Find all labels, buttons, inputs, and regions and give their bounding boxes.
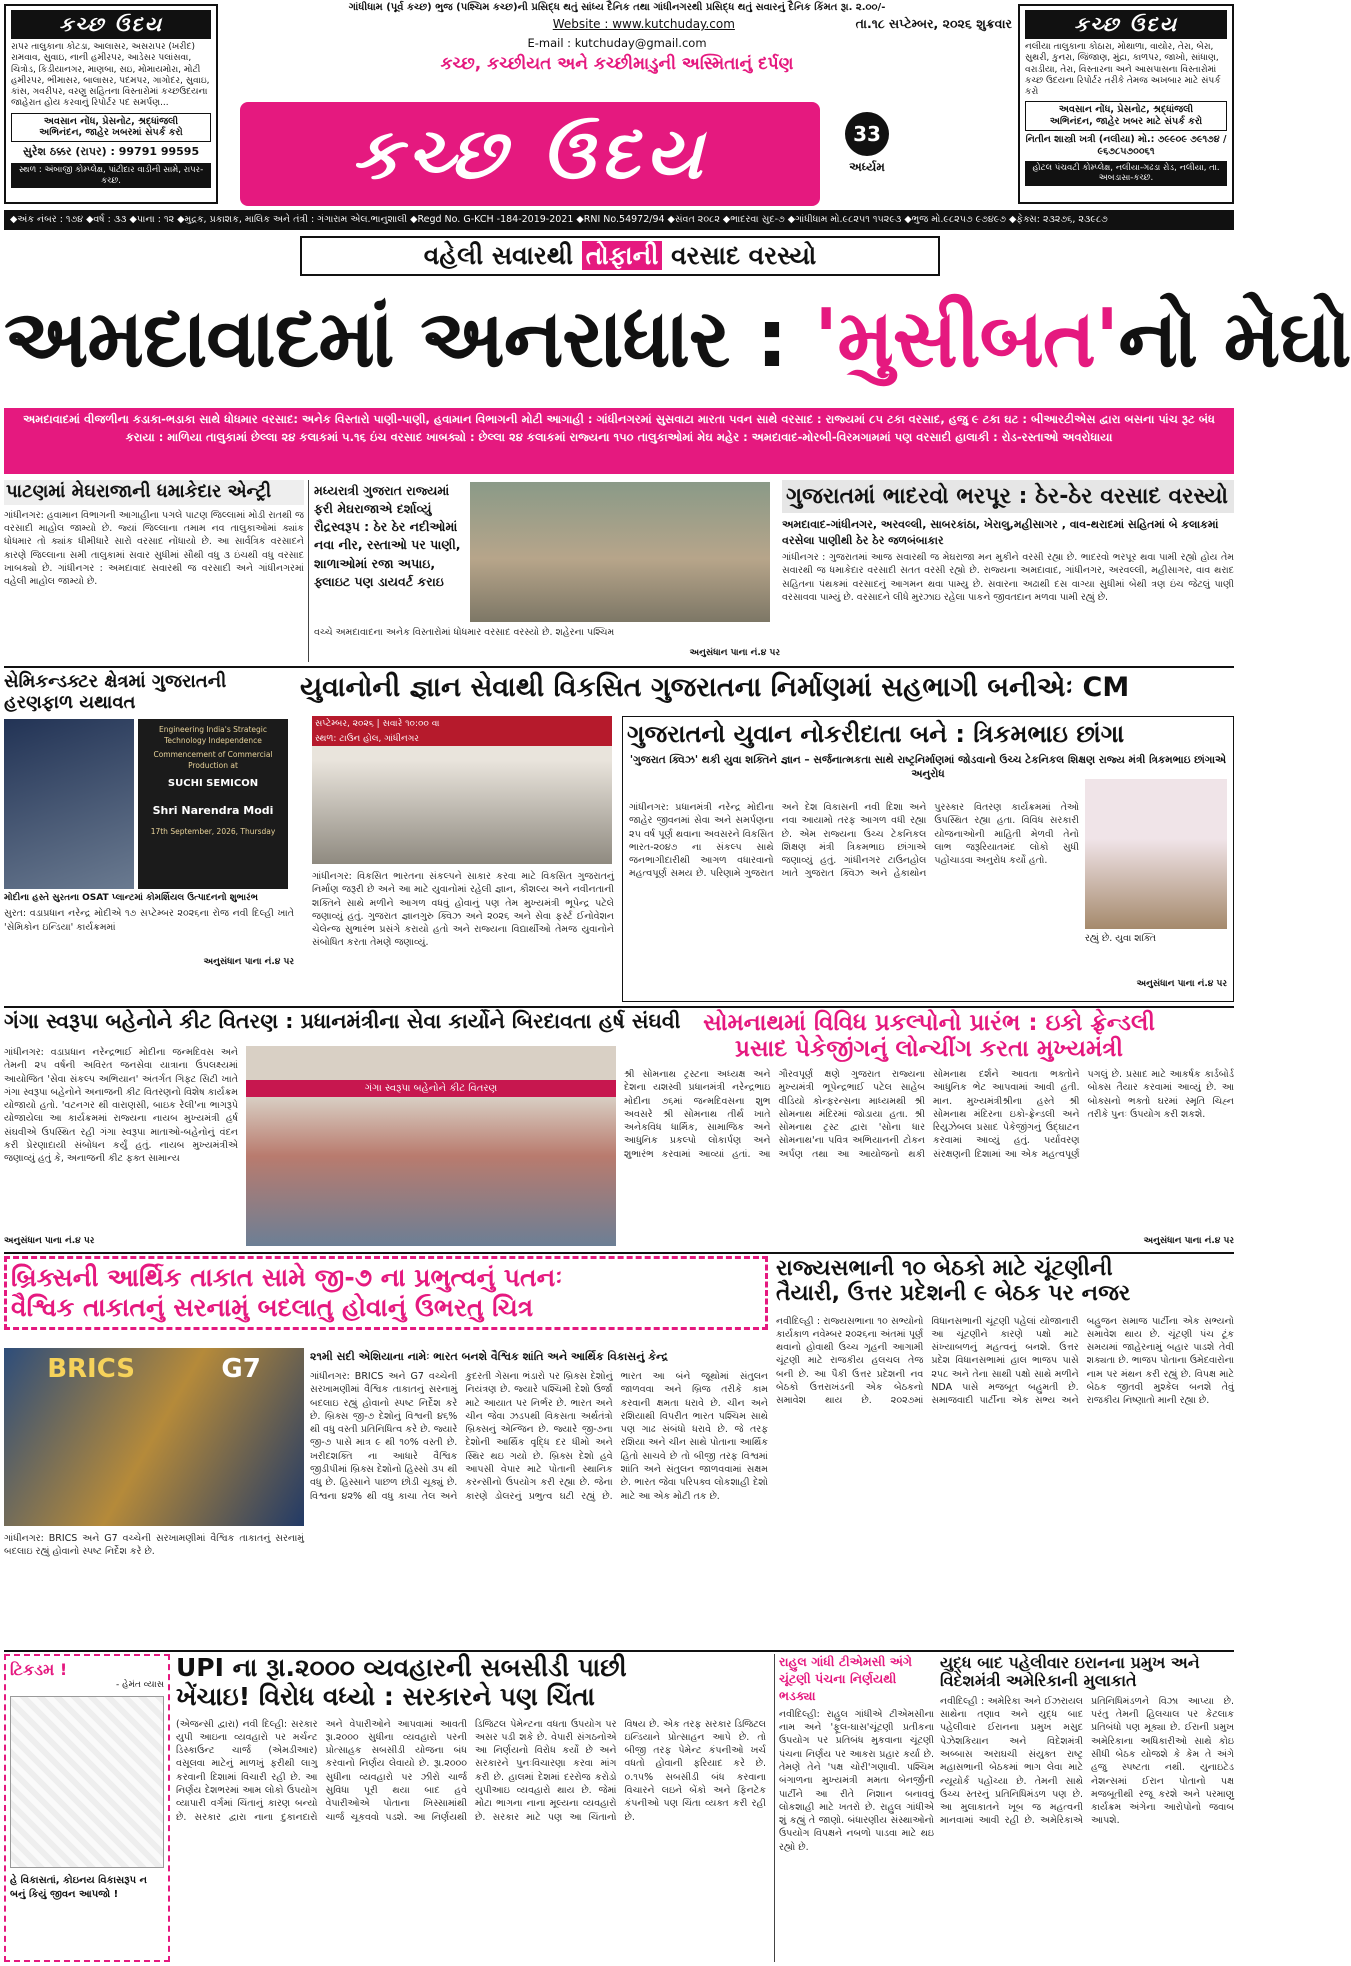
cm-body: ગાંધીનગર: વિકસિત ભારતના સંકલ્પને સાકાર કરવા માટે વિકસિત ગુજરાતનું નિર્માણ જરૂરી છે અને આ માટે યુવાનોમાં રહેલી જ્ઞાન, કૌશલ્ય અને નવીનતાની શક્તિને સાથે મળીને આગળ વધવું હોવાનું પણ તેમ મુખ્યમંત્રી ભૂપેન્દ્ર પટેલે જણાવ્યું હતું. ગુજરાત જ્ઞાનગુરુ ક્વિઝ અને ૨૦૨૬ અને સેવા ફર્સ્ટ ઈનોવેશન ચેલેન્જ સુભારંભ પ્રસંગે કરાયો હતો અને રાજ્યના વિદ્યાર્થીઓ તેમજ યુવાનોને સંબોધિત કરતા તેમણે જણાવ્યું. — [312, 871, 614, 949]
brics-image — [4, 1348, 304, 1526]
trikam-photo — [1085, 779, 1227, 929]
right-box-highlight-2: અભિનંદન, જાહેર ખબર માટે સંપર્ક કરો — [1049, 116, 1203, 128]
tagline: કચ્છ, કચ્છીયત અને કચ્છીમાડુની અસ્મિતાનું દર્પણ — [440, 54, 794, 74]
cm-banner-2: સ્થળ: ટાઉન હોલ, ગાંધીનગર — [312, 732, 612, 746]
email[interactable]: E-mail : kutchuday@gmail.com — [527, 36, 707, 50]
ganga-story — [4, 1009, 681, 1250]
iran-body: નવીદિલ્હી : અમેરિકા અને ઈઝરાયલ સાથેના તણાવ અને યુદ્ધ બાદ પહેલીવાર ઈરાનના પ્રમુખ મસુદ પેઝેશકિયાન અને વિદેશમંત્રી અબ્બાસ અરાઘચી સંયુક્ત રાષ્ટ્ર મહાસભાની બેઠકમાં ભાગ લેવા માટે ન્યૂયોર્ક પહોંચ્યા છે. તેમની સાથે ઉચ્ચ સ્તરનું પ્રતિનિધિમંડળ પણ છે. આ મુલાકાતને ખૂબ જ મહત્વની માનવામાં આવી રહી છે. અમેરિકાએ પ્રતિનિધિમંડળને વિઝા આપ્યા છે. પરંતુ તેમની હિલચાલ પર કેટલાક પ્રતિબંધો પણ મૂક્યા છે. ઈરાની પ્રમુખ અમેરિકાના અધિકારીઓ સાથે કોઇ સીધી બેઠક યોજશે કે કેમ તે અંગે હજુ સ્પષ્ટતા નથી. યુનાઇટેડ નેશન્સમાં ઈરાન પોતાનો પક્ષ મજબૂતીથી રજૂ કરશે અને પરમાણુ કાર્યક્રમ અંગેના આરોપોનો જવાબ આપશે. — [940, 1695, 1234, 1827]
cm-photo — [312, 716, 612, 864]
main-logo-text: કચ્છ ઉદય — [351, 113, 709, 195]
masthead-center — [222, 2, 1012, 206]
left-box-logo: કચ્છ ઉદય — [11, 10, 211, 39]
lead-headline — [4, 280, 1351, 400]
brics-body-left: ગાંધીનગર: BRICS અને G7 વચ્ચેની સરખામણીમાં વૈશ્વિક તાકાતનું સરનામું બદલાઇ રહ્યું હોવાનો સ્પષ્ટ નિર્દેશ કરે છે. — [4, 1533, 304, 1558]
bhadarvo-body: ગાંધીનગર : ગુજરાતમાં આજ સવારથી જ મેઘરાજા મન મુકીને વરસી રહ્યા છે. ભાદરવો ભરપૂર થવા પામી રહ્યો હોય તેમ સવારથી જ ધમાકેદાર વરસાદી સતત વરસી રહ્યો છે. રાજ્યના અમદાવાદ, ગાંધીનગર, અરવલ્લી, મહીસાગર, વાવ થરાદ સહિતના પંથકમાં વરસાદનું આગમન થવા પામ્યુ છે. સવારના અઢાથી દસ વાગ્યા સુધીમાં બેથી ત્રણ ઇંચ જેટલું પાણી વરસાવવા પામ્યું છે. વરસાદને લીધે મુરઝાઇ રહેલા પાકને જીવતદાન મળવા પામી રહ્યું છે. — [782, 552, 1234, 603]
patan-body: ગાંધીનગર: હવામાન વિભાગની આગાહીના પગલે પાટણ જિલ્લામાં મોડી રાતથી જ વરસાદી માહોલ જામ્યો છે. જ્યાં જિલ્લાના તમામ નવ તાલુકાઓમાં ક્યાંક ધોધમાર તો ક્યાંક ધીમીધારે સારો વરસાદ નોંધાયો છે. આ સાર્વત્રિક વરસાદને કારણે જિલ્લાના સમી તાલુકામાં સવાર સુધીમાં સૌથી વધુ ૩ ઇંચથી વધુ વરસાદ ખાબક્યો છે. ગાંધીનગર : અમદાવાદ સવારથી જ વરસાદી અને ગાંધીનગરમાં વહેલી માહોલ જામ્યો છે. — [4, 509, 304, 588]
rain-continued: અનુસંધાન પાના નં.૪ પર — [689, 648, 780, 658]
bhadarvo-deck: અમદાવાદ-ગાંધીનગર, અરવલ્લી, સાબરકાંઠા, ખેરાલુ,મહીસાગર , વાવ-થરાદમાં સહિતમાં બે કલાકમાં વરસેલા પાણીથી ઠેર ઠેર જળબંબાકાર — [782, 518, 1219, 547]
semicon-body: સુરત: વડાપ્રધાન નરેન્દ્ર મોદીએ ૧૭ સપ્ટેમ્બર ૨૦૨૬ના રોજ નવી દિલ્હી ખાતે 'સેમિકોન ઇન્ડિયા' કાર્યક્રમમાં — [4, 908, 294, 933]
bhadarvo-story — [782, 480, 1234, 662]
rain-caption: વચ્ચે અમદાવાદના અનેક વિસ્તારોમાં ધોધમાર વરસાદ વરસ્યો છે. શહેરના પશ્ચિમ — [314, 627, 615, 638]
divider — [4, 1650, 1234, 1652]
tikdam-title: ટિકડમ ! — [10, 1660, 68, 1679]
rahul-title: રાહુલ ગાંધી ટીએમસી અંગે ચૂંટણી પંચના નિર્ણયથી — [779, 1654, 913, 1686]
rain-side-text: મધ્યરાત્રી ગુજરાત રાજ્યમાં ફરી મેઘરાજાએ દર્શાવ્યું રૌદ્રસ્વરૂપ : ઠેર ઠેર નદીઓમાં નવા નીર, રસ્તાઓ પર પાણી, શાળાઓમાં રજા અપાઇ, ફ્લાઇટ પણ ડાયવર્ટ કરાઇ — [314, 483, 461, 589]
semicon-story — [4, 672, 294, 1002]
brics-title-1: બ્રિક્સની આર્થિક તાકાત સામે જી-૭ ના પ્રભુત્વનું પતનઃ — [11, 1263, 563, 1292]
slide-line-5: 17th September, 2026, Thursday — [150, 826, 276, 836]
left-box-highlight — [11, 113, 211, 143]
trikam-caption: રહ્યું છે. યુવા શક્તિ — [1085, 933, 1157, 944]
cartoon-drawing — [10, 1696, 164, 1868]
ganga-photo — [246, 1046, 616, 1246]
rajya-title-2: તૈયારી, ઉત્તર પ્રદેશની ૯ બેઠક પર નજર — [776, 1281, 1131, 1307]
tikdam-author: - હેમંત વ્યાસ — [115, 1680, 164, 1690]
website-link[interactable]: Website : www.kutchuday.com — [552, 17, 735, 31]
slide-line-2: Commencement of Commercial Production at — [153, 750, 273, 770]
ganga-body: ગાંધીનગર: વડાપ્રધાન નરેન્દ્રભાઈ મોદીના જન્મદિવસ અને તેમની ૨૫ વર્ષની અવિરત જનસેવા યાત્રાના ઉપલક્ષ્યમાં આયોજિત 'સેવા સંકલ્પ અભિયાન' અંતર્ગત ગિફ્ટ સિટી ખાતે ગંગા સ્વરૂપા બહેનોને અનાજની કીટ વિતરણનો વિશેષ કાર્યક્રમ યોજાયો હતો. 'વટનગર થી વારાણસી, બાઇક રેલી'ના ભાગરૂપે યોજાયેલા આ કાર્યક્રમમાં રાજ્યના નાયબ મુખ્યમંત્રી હર્ષ સંઘવીએ ઉપસ્થિત રહી ગંગા સ્વરૂપા માતાઓ-બહેનોનું વંદન કરી પ્રેરણાદાયી સંબોધન કર્યું હતું. નાયબ મુખ્યમંત્રીએ જણાવ્યું હતું કે, અનાજની કીટ ફક્ત સામાન્ય — [4, 1047, 238, 1165]
brics-body: ગાંધીનગર: BRICS અને G7 વચ્ચેની સરખામણીમાં વૈશ્વિક તાકાતનું સરનામું બદલાઇ રહ્યું હોવાનો સ્પષ્ટ નિર્દેશ કરે છે. બ્રિક્સ જી-૭ દેશોનું વિશ્વની ૪૬% થી વધુ વસ્તી પ્રતિનિધિત્વ કરે છે. જ્યારે જી-૭ પાસે માત્ર ૯ થી ૧૦% વસ્તી છે. ખરીદશક્તિ ના આધારે વૈશ્વિક જીડીપીમાં બ્રિક્સ દેશોનો હિસ્સો ૩૫ થી વધુ છે. હિસ્સાને પાછળ છોડી ચૂક્યું છે. વિશ્વના ૪૨% થી વધુ કાચા તેલ અને કુદરતી ગેસના ભંડારો પર બ્રિક્સ દેશોનું નિયંત્રણ છે. જ્યારે પશ્ચિમી દેશો ઉર્જા માટે આયાત પર નિર્ભર છે. ભારત અને ચીન જેવા ઝડપથી વિકસતા અર્થતંત્રો બ્રિક્સનું એન્જિન છે. જ્યારે જી-૭ના દેશોની આર્થિક વૃદ્ધિ દર ધીમો અને સ્થિર થઇ ગયો છે. બ્રિક્સ દેશો હવે આપસી વેપાર માટે પોતાની સ્થાનિક કરન્સીનો ઉપયોગ કરી રહ્યા છે. જેના કારણે ડોલરનું પ્રભુત્વ ઘટી રહ્યું છે. ભારત આ બંને જૂથોમાં સંતુલન જાળવવા અને બ્રિજ તરીકે કામ કરવાની ક્ષમતા ધરાવે છે. ચીન અને રશિયાથી વિપરીત ભારત પશ્ચિમ સાથે પણ ગાઢ સંબંધો ધરાવે છે. જે તરફ રશિયા અને ચીન સાથે પોતાના આર્થિક હિતો સાચવે છે તો બીજી તરફ વિશ્વમાં શાંતિ અને સંતુલન જાળવવામાં સક્ષમ છે. ભારત જેવા પરિપક્વ લોકશાહી દેશો માટે આ એક મોટી તક છે. — [310, 1371, 768, 1502]
right-box-contact: નિતીન શાસ્ત્રી ખત્રી (નલીયા) મો.: ૭૯૯૦૯ ૭૯૧૭૪ / ૯૬૭૮૫૭૦૦૬૧ — [1025, 134, 1227, 157]
rajya-title-1: રાજ્યસભાની ૧૦ બેઠકો માટે ચૂંટણીની — [776, 1256, 1113, 1281]
divider — [4, 1252, 1234, 1254]
semicon-title: સેમિકન્ડક્ટર ક્ષેત્રમાં ગુજરાતની હરણફાળ યથાવત — [4, 671, 227, 713]
right-box-highlight — [1025, 101, 1227, 131]
divider — [308, 480, 309, 662]
slide-line-4: Shri Narendra Modi — [152, 804, 274, 818]
brics-deck: ૨૧મી સદી એશિયાના નામેઃ ભારત બનશે વૈશ્વિક શાંતિ અને આર્થિક વિકાસનું કેન્દ્ર — [310, 1350, 668, 1363]
main-logo — [240, 102, 820, 206]
slide-line-3: SUCHI SEMICON — [167, 778, 259, 790]
upi-body: (એજન્સી દ્વારા) નવી દિલ્હી: સરકાર યુપી આઇના વ્યવહારો પર મર્ચન્ટ ડિસ્કાઉન્ટ ચાર્જ (એમડીઆર) વસૂલવા માટેનું માળખું ફરીથી લાગુ કરવાની દિશામાં વિચારી રહી છે. આ નિર્ણય દેશભરમાં આમ લોકો ઉપયોગ વ્યાપારી વર્ગમાં ચિંતાનું કારણ બન્યો છે. સરકાર દ્વારા નાના દુકાનદારો અને વેપારીઓને આપવામાં આવતી રૂા.૨૦૦૦ સુધીના વ્યવહારો પરની પ્રોત્સાહક સબસીડી યોજના બંધ કરવાનો નિર્ણય લેવાયો છે. રૂા.૨૦૦૦ સુધીના વ્યવહારો પર ઝીરો ચાર્જ સુવિધા પૂરી થયા બાદ હવે વેપારીઓએ પોતાના ખિસ્સામાંથી ચાર્જ ચૂકવવો પડશે. આ નિર્ણયથી ડિજિટલ પેમેન્ટના વધતા ઉપયોગ પર અસર પડી શકે છે. વેપારી સંગઠનોએ આ નિર્ણયનો વિરોધ કર્યો છે અને સરકારને પુનઃવિચારણા કરવા માંગ કરી છે. હાલમાં દેશમાં દરરોજ કરોડો યુપીઆઇ વ્યવહારો થાય છે. જેમાં મોટા ભાગના નાના મૂલ્યના વ્યવહારો છે. સરકાર માટે પણ આ ચિંતાનો વિષય છે. એક તરફ સરકાર ડિજિટલ ઇન્ડિયાને પ્રોત્સાહન આપે છે. તો બીજી તરફ પેમેન્ટ કંપનીઓ ખર્ચ વધતો હોવાની ફરિયાદ કરે છે. ૦.૧૫% સબસીડી બંધ કરવાના વિચારને લઇને બેંકો અને ફિનટેક કંપનીઓ પણ ચિંતા વ્યક્ત કરી રહી છે. — [176, 1718, 766, 1823]
right-box-address: હોટલ પંચવટી કોમ્પ્લેક્ષ, નલીયા-ગઢડા રોડ, નલીયા, તા. અબડાસા-કચ્છ. — [1025, 161, 1227, 186]
year-badge-number: 33 — [845, 112, 889, 156]
somnath-body: શ્રી સોમનાથ ટ્રસ્ટના અધ્યક્ષ અને દેશના યશસ્વી પ્રધાનમંત્રી નરેન્દ્રભાઇ મોદીના ૭૬માં જન્મદિવસના શુભ અવસરે શ્રી સોમનાથ તીર્થ ખાતે અનેકવિધ ધાર્મિક, સામાજિક અને આધુનિક પ્રકલ્પો લોકાર્પણ અને શુભારંભ કરવામાં આવ્યાં હતાં. આ ગૌરવપૂર્ણ ક્ષણે ગુજરાત રાજ્યના મુખ્યમંત્રી ભૂપેન્દ્રભાઈ પટેલ સાહેબ વીડિયો કોન્ફરન્સના માધ્યમથી શ્રી સોમનાથ મંદિરમાં જોડાયા હતા. શ્રી સોમનાથ ટ્રસ્ટ દ્વારા 'સોના ધાર સોમનાથ'ના પવિત્ર અભિયાનની ટોકન અર્પણ તથા આ આયોજનો થકી સોમનાથ દર્શને આવતા ભક્તોને આધુનિક ભેટ આપવામાં આવી હતી. માન. મુખ્યમંત્રીશ્રીના હસ્તે શ્રી સોમનાથ મંદિરના ઇકો-ફ્રેન્ડલી અને રિયુઝેબલ પ્રસાદ પેકેજીંગનું ઉદ્ઘાટન કરવામાં આવ્યું હતું. પર્યાવરણ સંરક્ષણની દિશામાં આ એક મહત્વપૂર્ણ પગલું છે. પ્રસાદ માટે આકર્ષક કાર્ડબોર્ડ બોક્સ તૈયાર કરવામાં આવ્યું છે. આ બોક્સનો ભક્તો ઘરમાં સ્મૃતિ ચિહ્ન તરીકે પુનઃ ઉપયોગ કરી શકશે. — [624, 1069, 1234, 1160]
tikdam-cartoon — [4, 1654, 170, 1962]
tikdam-caption: હે વિકાસતાં, કોઇનય વિકાસરૂપ ન બનું કિયું જીવન આપજો ! — [10, 1875, 148, 1900]
ganga-title: ગંગા સ્વરૂપા બહેનોને કીટ વિતરણ : પ્રધાનમંત્રીના સેવા કાર્યોને બિરદાવતા હર્ષ સંઘવી — [4, 1009, 681, 1033]
upi-story — [176, 1654, 766, 1962]
kicker-mid: તોફાની — [582, 241, 663, 270]
trikam-body: ગાંધીનગર: પ્રધાનમંત્રી નરેન્દ્ર મોદીના જાહેર જીવનમાં સેવા અને સમર્પણના ૨૫ વર્ષ પૂર્ણ થવાના અવસરને વિકસિત ભારત-૨૦૪૭ ના સંકલ્પ સાથે જનભાગીદારીથી આગળ વધારવાનો મહત્વપૂર્ણ સમય છે. પરિણામે ગુજરાત અને દેશ વિકાસની નવી દિશા અને નવા આયામો તરફ આગળ વધી રહ્યા છે. એમ રાજ્યના ઉચ્ચ ટેકનિકલ શિક્ષણ મંત્રી ત્રિકમભાઇ છાંગાએ જણાવ્યું હતું. ગાંધીનગર ટાઉનહોલ ખાતે ગુજરાત ક્વિઝ અને હેકાથોન પુરસ્કાર વિતરણ કાર્યક્રમમાં તેઓ ઉપસ્થિત રહ્યા હતા. વિવિધ સરકારી યોજનાઓની માહિતી મેળવી તેનો લાભ જરૂરિયાતમંદ લોકો સુધી પહોંચાડવા અનુરોધ કર્યો હતો. — [629, 802, 1079, 880]
g7-label: G7 — [221, 1354, 261, 1384]
left-box-contact: સુરેશ ઠક્કર (રાપર) : 99791 99595 — [22, 145, 200, 159]
kicker-post: વરસાદ વરસ્યો — [662, 241, 817, 270]
masthead-top-line: ગાંધીધામ (પૂર્વ કચ્છ) ભુજ (પશ્ચિમ કચ્છ)ની પ્રસિદ્ધ થતું સાંધ્ય દૈનિક તથા ગાંધીનગરથી પ્રસિદ્ધ થતું સવારનું દૈનિક કિંમત રૂા. ૨.૦૦/- — [348, 2, 886, 13]
issue-date: તા.૧૮ સપ્ટેમ્બર, ૨૦૨૬ શુક્રવાર — [855, 16, 1012, 31]
rajya-story — [776, 1256, 1234, 1646]
upi-title-2: ખેંચાઇ! વિરોધ વધ્યો : સરકારને પણ ચિંતા — [176, 1681, 595, 1711]
headline-black: અમદાવાદમાં અનરાધાર : — [4, 292, 814, 385]
kicker-pre: વહેલી સવારથી — [423, 241, 582, 270]
right-box-highlight-1: અવસાન નોંધ, પ્રેસનોટ, શ્રદ્ધાંજલી — [1058, 104, 1194, 116]
lead-ticker: અમદાવાદમાં વીજળીના કડાકા-ભડાકા સાથે ધોધમાર વરસાદ: અનેક વિસ્તારો પાણી-પાણી, હવામાન વિભાગની મોટી આગાહી : ગાંધીનગરમાં સુસવાટા મારતા પવન સાથે વરસાદ : રાજ્યમાં ૮૫ ટકા વરસાદ, હજુ ૯ ટકા ઘટ : બીઆરટીએસ દ્વારા બસના પાંચ રૂટ બંધ કરાયા : માળિયા તાલુકામાં છેલ્લા ૨૪ કલાકમાં ૫.૧૬ ઇંચ વરસાદ ખાબક્યો : છેલ્લા ૨૪ કલાકમાં રાજ્યના ૧૫૦ તાલુકાઓમાં મેઘ મહેર : અમદાવાદ-મોરબી-વિરમગામમાં પણ વરસાદી હાલાકી : રોડ-રસ્તાઓ અવરોધાયા — [4, 408, 1234, 474]
right-ad-box — [1018, 4, 1234, 204]
trikam-continued: અનુસંધાન પાના નં.૪ પર — [1136, 979, 1227, 989]
left-box-highlight-2: અભિનંદન, જાહેર ખબરમાં સંપર્ક કરો — [39, 127, 183, 139]
semicon-continued: અનુસંધાન પાના નં.૪ પર — [203, 957, 294, 968]
divider — [4, 666, 1234, 668]
rain-photo — [470, 482, 770, 622]
ganga-continued: અનુસંધાન પાના નં.૪ પર — [4, 1236, 95, 1246]
rajya-body: નવીદિલ્હી : રાજ્યસભાના ૧૦ સભ્યોનો કાર્યકાળ નવેમ્બર ૨૦૨૬ના અંતમાં પૂર્ણ થવાનો હોવાથી ઉચ્ચ ગૃહની આગામી ચૂંટણી માટે રાજકીય હલચલ તેજ બની છે. આ પૈકી ઉત્તર પ્રદેશની નવ બેઠકો ઉત્તરાખંડની એક બેઠકનો સમાવેશ થાય છે. ૨૦૨૭માં વિધાનસભાની ચૂંટણી પહેલાં યોજાનારી આ ચૂંટણીને કારણે પક્ષો માટે સંખ્યાબળનું મહત્વનું બનશે. ઉત્તર પ્રદેશ વિધાનસભામાં હાલ ભાજપ પાસે ૨૫૮ અને તેના સાથી પક્ષો સાથે મળીને NDA પાસે મજબૂત બહુમતી છે. સમાજવાદી પાર્ટીના એક સભ્ય અને બહુજન સમાજ પાર્ટીના એક સભ્યનો સમાવેશ થાય છે. ચૂંટણી પંચ ટૂંક સમયમાં જાહેરનામું બહાર પાડશે તેવી શક્યતા છે. ભાજપ પોતાના ઉમેદવારોના નામ પર મંથન કરી રહ્યું છે. વિપક્ષ માટે બેઠક જીતવી મુશ્કેલ બનશે તેવું રાજકીય નિષ્ણાતો માની રહ્યા છે. — [776, 1315, 1234, 1407]
patan-title: પાટણમાં મેઘરાજાની ધમાકેદાર એન્ટ્રી — [4, 480, 304, 505]
rahul-story — [774, 1654, 934, 1962]
ganga-banner: ગંગા સ્વરૂપા બહેનોને કીટ વિતરણ — [246, 1080, 616, 1097]
cm-banner: સપ્ટેમ્બર, ૨૦૨૬ | સવારે ૧૦:૦૦ વા — [312, 716, 612, 732]
brics-story — [4, 1256, 768, 1646]
headline-pink: 'મુસીબત' — [813, 292, 1119, 385]
iran-title-1: યુદ્ધ બાદ પહેલીવાર ઇરાનના પ્રમુખ અને — [940, 1653, 1200, 1672]
rahul-label: ભડક્યા — [779, 1687, 816, 1703]
cm-title: યુવાનોની જ્ઞાન સેવાથી વિકસિત ગુજરાતના નિર્માણમાં સહભાગી બનીએઃ CM — [300, 672, 1130, 703]
trikam-deck: 'ગુજરાત ક્વિઝ' થકી યુવા શક્તિને જ્ઞાન – સર્જનાત્મકતા સાથે રાષ્ટ્રનિર્માણમાં જોડવાનો ઉચ્ચ ટેકનિકલ શિક્ષણ રાજ્ય મંત્રી ત્રિકમભાઇ છાંગાએ અનુરોધ — [629, 753, 1227, 781]
lead-kicker — [300, 236, 940, 276]
somnath-title-1: સોમનાથમાં વિવિધ પ્રકલ્પોનો પ્રારંભ : ઇકો ફ્રેન્ડલી — [703, 1010, 1155, 1036]
semicon-photo — [4, 719, 134, 889]
slide-line-1: Engineering India's Strategic Technology Independence — [158, 725, 268, 745]
divider — [4, 1006, 1234, 1008]
semicon-slide — [138, 719, 288, 889]
semicon-caption: મોદીના હસ્તે સુરતના OSAT પ્લાન્ટમાં કોમર્શિયલ ઉત્પાદનનો શુભારંભ — [4, 893, 258, 904]
headline-tail: નો મેઘો — [1118, 292, 1351, 385]
cm-story — [300, 672, 1234, 708]
info-bar: ◆અંક નંબર : ૧૭૪ ◆વર્ષ : ૩૩ ◆પાના : ૧૨ ◆મુદ્રક, પ્રકાશક, માલિક અને તંત્રી : ગંગારામ એલ.ભાનુશાલી ◆Regd No. G-KCH -184-2019-2021 ◆RNI No.54972/94 ◆સંવત ૨૦૮૨ ◆ભાદરવા સુદ-૭ ◆ગાંધીધામ મો.૯૮૨૫૧ ૧૫૨૯૩ ◆ભુજ મો.૯૮૨૫૭ ૯૭૪૯૭ ◆ફેક્સ: ૨૩૨૭૬, ૨૩૯૮૭ — [4, 210, 1234, 230]
somnath-continued: અનુસંધાન પાના નં.૪ પર — [1143, 1236, 1234, 1246]
patan-story — [4, 480, 304, 662]
year-badge — [832, 112, 902, 202]
upi-title-1: UPI ના રૂા.૨૦૦૦ વ્યવહારની સબસીડી પાછી — [176, 1653, 627, 1682]
left-box-highlight-1: અવસાન નોંધ, પ્રેસનોટ, શ્રદ્ધાંજલી — [43, 115, 179, 127]
iran-story — [940, 1654, 1234, 1962]
year-badge-text: અર્ધ્યમ — [849, 160, 885, 174]
left-box-address: સ્થળ : અંબાજી કોમ્પ્લેક્ષ, પાંટીદાર વાડીની સામે, રાપર-કચ્છ. — [11, 163, 211, 188]
brics-headline — [4, 1256, 768, 1330]
right-box-text: નલીયા તાલુકાના કોઠારા, મોથાળા, વાયોર, તેરા, બેરા, સુથરી, કુનરા, જિંજાણ, મુંદ્રા, કાળપર, જાખો, સાંધાણ, વરાડીયા, તેરા, વિસ્તારના અને આસપાસના વિસ્તારોમાં કચ્છ ઉદયના રિપોર્ટર તરીકે તેમજ અખબાર માટે સંપર્ક કરો — [1025, 42, 1221, 97]
somnath-title-2: પ્રસાદ પેકેજીંગનું લોન્ચીંગ કરતા મુખ્યમંત્રી — [735, 1036, 1123, 1062]
trikam-story — [622, 716, 1234, 1002]
iran-title-2: વિદેશમંત્રી અમેરિકાની મુલાકાતે — [940, 1671, 1137, 1691]
left-box-text: રાપર તાલુકાના કોટડા, આલાસર, અસરાપર (ખરીદ) રામવાવ, સુવાઇ, નાની હમીરપર, આડેસર પલાંસવા, ચિત્રોડ, કિડીયાનગર, માણબા, સઇ, મોમાયમોરા, મોટી હમીરપર, ભીમાસર, બાલાસર, પદમપર, ગાગોદર, સુવાઇ, કાંસ, ગવરીપર, વરણુ સહિતના વિસ્તારોમાં કચ્છઉદયના જાહેરાત હોય કરવાનું રિપોર્ટર પદ સમર્પણ... — [11, 42, 210, 109]
brics-title-2: વૈશ્વિક તાકાતનું સરનામું બદલાતુ હોવાનું ઉભરતુ ચિત્ર — [11, 1293, 534, 1322]
trikam-title: ગુજરાતનો યુવાન નોકરીદાતા બને : ત્રિકમભાઇ છાંગા — [627, 720, 1125, 748]
brics-label: BRICS — [47, 1354, 135, 1384]
somnath-story — [624, 1010, 1234, 1250]
bhadarvo-title: ગુજરાતમાં ભાદરવો ભરપૂર : ઠેર-ઠેર વરસાદ વરસ્યો — [782, 480, 1234, 513]
rahul-body: નવીદિલ્હી: રાહુલ ગાંધીએ ટીએમસીના નામ અને 'ફૂલ-ઘાસ'ચૂંટણી પ્રતીકના ઉપયોગ પર પ્રતિબંધ મુકવાના ચૂંટણી પંચના નિર્ણય પર આકરા પ્રહાર કર્યા છે. તેમણે તેને 'પક્ષ ચોરી'ગણાવી. પશ્ચિમ બંગાળના મુખ્યમંત્રી મમતા બેનર્જીની પાર્ટીને આ રીતે નિશાન બનાવવું લોકશાહી માટે ખતરો છે. રાહુલ ગાંધીએ શું કહ્યું તે જાણો. બંધારણીય સંસ્થાઓનો ઉપયોગ વિપક્ષને નબળો પાડવા માટે થઇ રહ્યો છે. — [779, 1708, 934, 1853]
left-ad-box — [4, 4, 218, 204]
right-box-logo: કચ્છ ઉદય — [1025, 10, 1227, 39]
